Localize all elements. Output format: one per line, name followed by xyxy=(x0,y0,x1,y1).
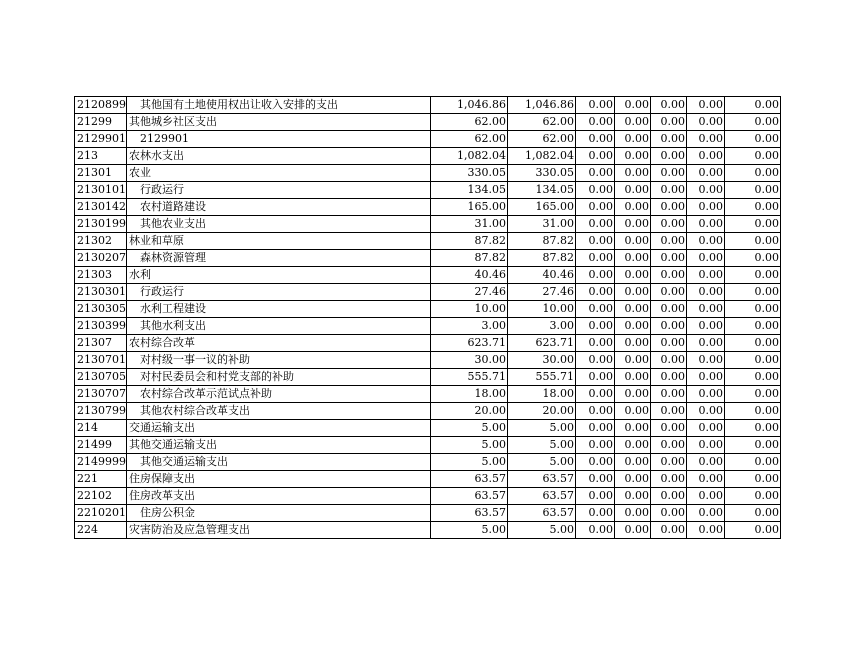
amount-cell: 0.00 xyxy=(687,403,725,420)
table-row xyxy=(75,216,781,233)
amount-cell: 0.00 xyxy=(576,403,615,420)
amount-cell: 623.71 xyxy=(508,335,576,352)
amount-cell: 0.00 xyxy=(576,505,615,522)
subject-code-cell: 2130199 xyxy=(75,216,127,233)
subject-code-cell: 214 xyxy=(75,420,127,437)
table-row xyxy=(75,471,781,488)
table-row xyxy=(75,165,781,182)
amount-cell: 0.00 xyxy=(725,250,781,267)
amount-cell: 0.00 xyxy=(576,420,615,437)
amount-cell: 0.00 xyxy=(576,216,615,233)
amount-cell: 165.00 xyxy=(431,199,508,216)
subject-name-cell: 其他交通运输支出 xyxy=(127,437,431,454)
amount-cell: 0.00 xyxy=(651,148,687,165)
subject-name-cell: 其他国有土地使用权出让收入安排的支出 xyxy=(127,97,431,114)
table-row xyxy=(75,454,781,471)
amount-cell: 5.00 xyxy=(508,437,576,454)
subject-code-cell: 2129901 xyxy=(75,131,127,148)
amount-cell: 0.00 xyxy=(615,148,651,165)
amount-cell: 0.00 xyxy=(725,114,781,131)
table-row xyxy=(75,352,781,369)
amount-cell: 0.00 xyxy=(576,369,615,386)
table-row xyxy=(75,250,781,267)
amount-cell: 0.00 xyxy=(615,250,651,267)
amount-cell: 0.00 xyxy=(615,352,651,369)
amount-cell: 0.00 xyxy=(725,369,781,386)
amount-cell: 0.00 xyxy=(651,284,687,301)
amount-cell: 27.46 xyxy=(431,284,508,301)
amount-cell: 0.00 xyxy=(651,369,687,386)
amount-cell: 0.00 xyxy=(687,437,725,454)
amount-cell: 0.00 xyxy=(615,335,651,352)
subject-code-cell: 21499 xyxy=(75,437,127,454)
amount-cell: 165.00 xyxy=(508,199,576,216)
table-row xyxy=(75,437,781,454)
amount-cell: 0.00 xyxy=(687,471,725,488)
amount-cell: 0.00 xyxy=(687,369,725,386)
table-row xyxy=(75,284,781,301)
amount-cell: 0.00 xyxy=(651,131,687,148)
amount-cell: 0.00 xyxy=(687,488,725,505)
amount-cell: 0.00 xyxy=(725,522,781,539)
subject-name-cell: 农村综合改革示范试点补助 xyxy=(127,386,431,403)
subject-name-cell: 农村综合改革 xyxy=(127,335,431,352)
amount-cell: 0.00 xyxy=(615,284,651,301)
subject-name-cell: 行政运行 xyxy=(127,182,431,199)
amount-cell: 0.00 xyxy=(725,131,781,148)
amount-cell: 63.57 xyxy=(431,505,508,522)
table-row xyxy=(75,420,781,437)
amount-cell: 1,082.04 xyxy=(431,148,508,165)
subject-code-cell: 2130705 xyxy=(75,369,127,386)
table-row xyxy=(75,148,781,165)
subject-code-cell: 2130701 xyxy=(75,352,127,369)
amount-cell: 0.00 xyxy=(687,199,725,216)
amount-cell: 0.00 xyxy=(651,216,687,233)
amount-cell: 0.00 xyxy=(576,114,615,131)
amount-cell: 0.00 xyxy=(615,471,651,488)
amount-cell: 0.00 xyxy=(615,488,651,505)
amount-cell: 20.00 xyxy=(508,403,576,420)
amount-cell: 0.00 xyxy=(651,267,687,284)
amount-cell: 0.00 xyxy=(615,114,651,131)
subject-code-cell: 2120899 xyxy=(75,97,127,114)
amount-cell: 0.00 xyxy=(725,318,781,335)
amount-cell: 0.00 xyxy=(651,318,687,335)
subject-name-cell: 其他农业支出 xyxy=(127,216,431,233)
table-row xyxy=(75,233,781,250)
amount-cell: 555.71 xyxy=(508,369,576,386)
amount-cell: 0.00 xyxy=(576,165,615,182)
table-row xyxy=(75,114,781,131)
table-row xyxy=(75,131,781,148)
amount-cell: 0.00 xyxy=(725,97,781,114)
amount-cell: 0.00 xyxy=(651,199,687,216)
amount-cell: 134.05 xyxy=(508,182,576,199)
amount-cell: 20.00 xyxy=(431,403,508,420)
subject-name-cell: 其他水利支出 xyxy=(127,318,431,335)
amount-cell: 0.00 xyxy=(576,148,615,165)
amount-cell: 0.00 xyxy=(687,233,725,250)
amount-cell: 63.57 xyxy=(508,505,576,522)
table-row xyxy=(75,267,781,284)
amount-cell: 0.00 xyxy=(576,267,615,284)
amount-cell: 0.00 xyxy=(615,97,651,114)
amount-cell: 0.00 xyxy=(615,369,651,386)
subject-code-cell: 2130399 xyxy=(75,318,127,335)
amount-cell: 0.00 xyxy=(725,301,781,318)
amount-cell: 18.00 xyxy=(508,386,576,403)
table-row xyxy=(75,386,781,403)
amount-cell: 0.00 xyxy=(725,233,781,250)
amount-cell: 0.00 xyxy=(576,488,615,505)
amount-cell: 0.00 xyxy=(687,386,725,403)
amount-cell: 0.00 xyxy=(687,114,725,131)
amount-cell: 0.00 xyxy=(687,505,725,522)
amount-cell: 0.00 xyxy=(615,182,651,199)
amount-cell: 0.00 xyxy=(651,233,687,250)
subject-name-cell: 对村级一事一议的补助 xyxy=(127,352,431,369)
subject-name-cell: 水利 xyxy=(127,267,431,284)
subject-code-cell: 2130142 xyxy=(75,199,127,216)
table-row xyxy=(75,505,781,522)
amount-cell: 0.00 xyxy=(651,386,687,403)
amount-cell: 5.00 xyxy=(431,454,508,471)
amount-cell: 0.00 xyxy=(651,437,687,454)
amount-cell: 0.00 xyxy=(615,318,651,335)
amount-cell: 63.57 xyxy=(508,471,576,488)
amount-cell: 0.00 xyxy=(651,182,687,199)
subject-code-cell: 224 xyxy=(75,522,127,539)
subject-name-cell: 其他城乡社区支出 xyxy=(127,114,431,131)
amount-cell: 330.05 xyxy=(431,165,508,182)
amount-cell: 0.00 xyxy=(615,403,651,420)
amount-cell: 0.00 xyxy=(615,131,651,148)
amount-cell: 0.00 xyxy=(576,437,615,454)
amount-cell: 0.00 xyxy=(576,250,615,267)
amount-cell: 0.00 xyxy=(687,97,725,114)
amount-cell: 0.00 xyxy=(725,505,781,522)
amount-cell: 0.00 xyxy=(651,165,687,182)
amount-cell: 0.00 xyxy=(725,403,781,420)
amount-cell: 0.00 xyxy=(687,148,725,165)
subject-name-cell: 灾害防治及应急管理支出 xyxy=(127,522,431,539)
amount-cell: 0.00 xyxy=(615,505,651,522)
subject-name-cell: 农业 xyxy=(127,165,431,182)
subject-name-cell: 行政运行 xyxy=(127,284,431,301)
amount-cell: 40.46 xyxy=(508,267,576,284)
subject-code-cell: 2210201 xyxy=(75,505,127,522)
table-body xyxy=(75,97,781,539)
subject-code-cell: 21302 xyxy=(75,233,127,250)
amount-cell: 40.46 xyxy=(431,267,508,284)
amount-cell: 0.00 xyxy=(725,165,781,182)
amount-cell: 63.57 xyxy=(431,471,508,488)
amount-cell: 0.00 xyxy=(687,352,725,369)
amount-cell: 0.00 xyxy=(651,420,687,437)
amount-cell: 5.00 xyxy=(431,420,508,437)
subject-name-cell: 水利工程建设 xyxy=(127,301,431,318)
subject-name-cell: 林业和草原 xyxy=(127,233,431,250)
subject-name-cell: 交通运输支出 xyxy=(127,420,431,437)
amount-cell: 0.00 xyxy=(687,318,725,335)
amount-cell: 5.00 xyxy=(508,454,576,471)
table-row xyxy=(75,97,781,114)
amount-cell: 0.00 xyxy=(687,165,725,182)
amount-cell: 0.00 xyxy=(576,522,615,539)
amount-cell: 0.00 xyxy=(615,454,651,471)
amount-cell: 0.00 xyxy=(651,505,687,522)
subject-code-cell: 221 xyxy=(75,471,127,488)
table-row xyxy=(75,199,781,216)
amount-cell: 87.82 xyxy=(431,250,508,267)
table-row xyxy=(75,488,781,505)
table-row xyxy=(75,318,781,335)
amount-cell: 0.00 xyxy=(687,267,725,284)
subject-name-cell: 农林水支出 xyxy=(127,148,431,165)
amount-cell: 0.00 xyxy=(576,352,615,369)
subject-code-cell: 21303 xyxy=(75,267,127,284)
amount-cell: 0.00 xyxy=(576,386,615,403)
amount-cell: 0.00 xyxy=(687,131,725,148)
subject-code-cell: 213 xyxy=(75,148,127,165)
table-row xyxy=(75,301,781,318)
amount-cell: 0.00 xyxy=(687,335,725,352)
table-row xyxy=(75,522,781,539)
amount-cell: 0.00 xyxy=(725,454,781,471)
amount-cell: 0.00 xyxy=(725,199,781,216)
table-row xyxy=(75,369,781,386)
amount-cell: 330.05 xyxy=(508,165,576,182)
amount-cell: 0.00 xyxy=(615,437,651,454)
amount-cell: 0.00 xyxy=(651,471,687,488)
subject-name-cell: 对村民委员会和村党支部的补助 xyxy=(127,369,431,386)
amount-cell: 0.00 xyxy=(615,301,651,318)
amount-cell: 0.00 xyxy=(725,267,781,284)
subject-name-cell: 农村道路建设 xyxy=(127,199,431,216)
amount-cell: 0.00 xyxy=(687,522,725,539)
amount-cell: 5.00 xyxy=(508,522,576,539)
subject-code-cell: 2130207 xyxy=(75,250,127,267)
amount-cell: 0.00 xyxy=(725,488,781,505)
subject-code-cell: 21307 xyxy=(75,335,127,352)
amount-cell: 0.00 xyxy=(651,97,687,114)
amount-cell: 0.00 xyxy=(615,420,651,437)
amount-cell: 0.00 xyxy=(576,233,615,250)
subject-name-cell: 住房改革支出 xyxy=(127,488,431,505)
amount-cell: 62.00 xyxy=(508,114,576,131)
amount-cell: 0.00 xyxy=(576,335,615,352)
table-row xyxy=(75,403,781,420)
subject-name-cell: 住房保障支出 xyxy=(127,471,431,488)
amount-cell: 0.00 xyxy=(725,216,781,233)
subject-code-cell: 21299 xyxy=(75,114,127,131)
amount-cell: 0.00 xyxy=(615,522,651,539)
amount-cell: 555.71 xyxy=(431,369,508,386)
amount-cell: 0.00 xyxy=(651,335,687,352)
amount-cell: 0.00 xyxy=(687,182,725,199)
amount-cell: 1,082.04 xyxy=(508,148,576,165)
amount-cell: 5.00 xyxy=(431,437,508,454)
amount-cell: 5.00 xyxy=(508,420,576,437)
amount-cell: 1,046.86 xyxy=(508,97,576,114)
amount-cell: 0.00 xyxy=(651,522,687,539)
amount-cell: 0.00 xyxy=(725,284,781,301)
subject-code-cell: 2130301 xyxy=(75,284,127,301)
amount-cell: 63.57 xyxy=(508,488,576,505)
amount-cell: 0.00 xyxy=(651,488,687,505)
amount-cell: 63.57 xyxy=(431,488,508,505)
amount-cell: 623.71 xyxy=(431,335,508,352)
amount-cell: 31.00 xyxy=(431,216,508,233)
table-row xyxy=(75,182,781,199)
amount-cell: 0.00 xyxy=(615,165,651,182)
amount-cell: 87.82 xyxy=(508,250,576,267)
amount-cell: 0.00 xyxy=(687,301,725,318)
amount-cell: 0.00 xyxy=(651,403,687,420)
amount-cell: 0.00 xyxy=(687,284,725,301)
amount-cell: 0.00 xyxy=(576,454,615,471)
subject-name-cell: 住房公积金 xyxy=(127,505,431,522)
amount-cell: 3.00 xyxy=(431,318,508,335)
amount-cell: 0.00 xyxy=(725,420,781,437)
amount-cell: 0.00 xyxy=(725,148,781,165)
subject-name-cell: 2129901 xyxy=(127,131,431,148)
table-row xyxy=(75,335,781,352)
amount-cell: 0.00 xyxy=(725,182,781,199)
amount-cell: 0.00 xyxy=(576,284,615,301)
subject-name-cell: 其他农村综合改革支出 xyxy=(127,403,431,420)
amount-cell: 0.00 xyxy=(725,471,781,488)
amount-cell: 3.00 xyxy=(508,318,576,335)
amount-cell: 10.00 xyxy=(508,301,576,318)
amount-cell: 0.00 xyxy=(576,471,615,488)
amount-cell: 0.00 xyxy=(651,114,687,131)
amount-cell: 1,046.86 xyxy=(431,97,508,114)
amount-cell: 30.00 xyxy=(508,352,576,369)
subject-code-cell: 2130305 xyxy=(75,301,127,318)
amount-cell: 0.00 xyxy=(576,301,615,318)
amount-cell: 0.00 xyxy=(615,199,651,216)
amount-cell: 0.00 xyxy=(687,250,725,267)
amount-cell: 10.00 xyxy=(431,301,508,318)
amount-cell: 5.00 xyxy=(431,522,508,539)
amount-cell: 0.00 xyxy=(725,335,781,352)
subject-name-cell: 森林资源管理 xyxy=(127,250,431,267)
amount-cell: 87.82 xyxy=(431,233,508,250)
amount-cell: 0.00 xyxy=(725,386,781,403)
amount-cell: 0.00 xyxy=(687,454,725,471)
amount-cell: 87.82 xyxy=(508,233,576,250)
subject-code-cell: 2130799 xyxy=(75,403,127,420)
amount-cell: 0.00 xyxy=(615,386,651,403)
subject-name-cell: 其他交通运输支出 xyxy=(127,454,431,471)
amount-cell: 0.00 xyxy=(687,216,725,233)
budget-table xyxy=(74,96,781,539)
amount-cell: 30.00 xyxy=(431,352,508,369)
amount-cell: 134.05 xyxy=(431,182,508,199)
amount-cell: 62.00 xyxy=(431,131,508,148)
amount-cell: 27.46 xyxy=(508,284,576,301)
amount-cell: 0.00 xyxy=(615,216,651,233)
subject-code-cell: 2130101 xyxy=(75,182,127,199)
subject-code-cell: 21301 xyxy=(75,165,127,182)
amount-cell: 62.00 xyxy=(508,131,576,148)
amount-cell: 0.00 xyxy=(576,199,615,216)
subject-code-cell: 2130707 xyxy=(75,386,127,403)
amount-cell: 0.00 xyxy=(651,250,687,267)
amount-cell: 0.00 xyxy=(615,267,651,284)
amount-cell: 0.00 xyxy=(576,97,615,114)
subject-code-cell: 22102 xyxy=(75,488,127,505)
amount-cell: 0.00 xyxy=(687,420,725,437)
amount-cell: 62.00 xyxy=(431,114,508,131)
amount-cell: 0.00 xyxy=(651,352,687,369)
amount-cell: 18.00 xyxy=(431,386,508,403)
amount-cell: 0.00 xyxy=(651,454,687,471)
amount-cell: 0.00 xyxy=(615,233,651,250)
amount-cell: 0.00 xyxy=(725,352,781,369)
amount-cell: 0.00 xyxy=(576,182,615,199)
amount-cell: 0.00 xyxy=(725,437,781,454)
amount-cell: 0.00 xyxy=(576,131,615,148)
amount-cell: 31.00 xyxy=(508,216,576,233)
amount-cell: 0.00 xyxy=(651,301,687,318)
amount-cell: 0.00 xyxy=(576,318,615,335)
subject-code-cell: 2149999 xyxy=(75,454,127,471)
